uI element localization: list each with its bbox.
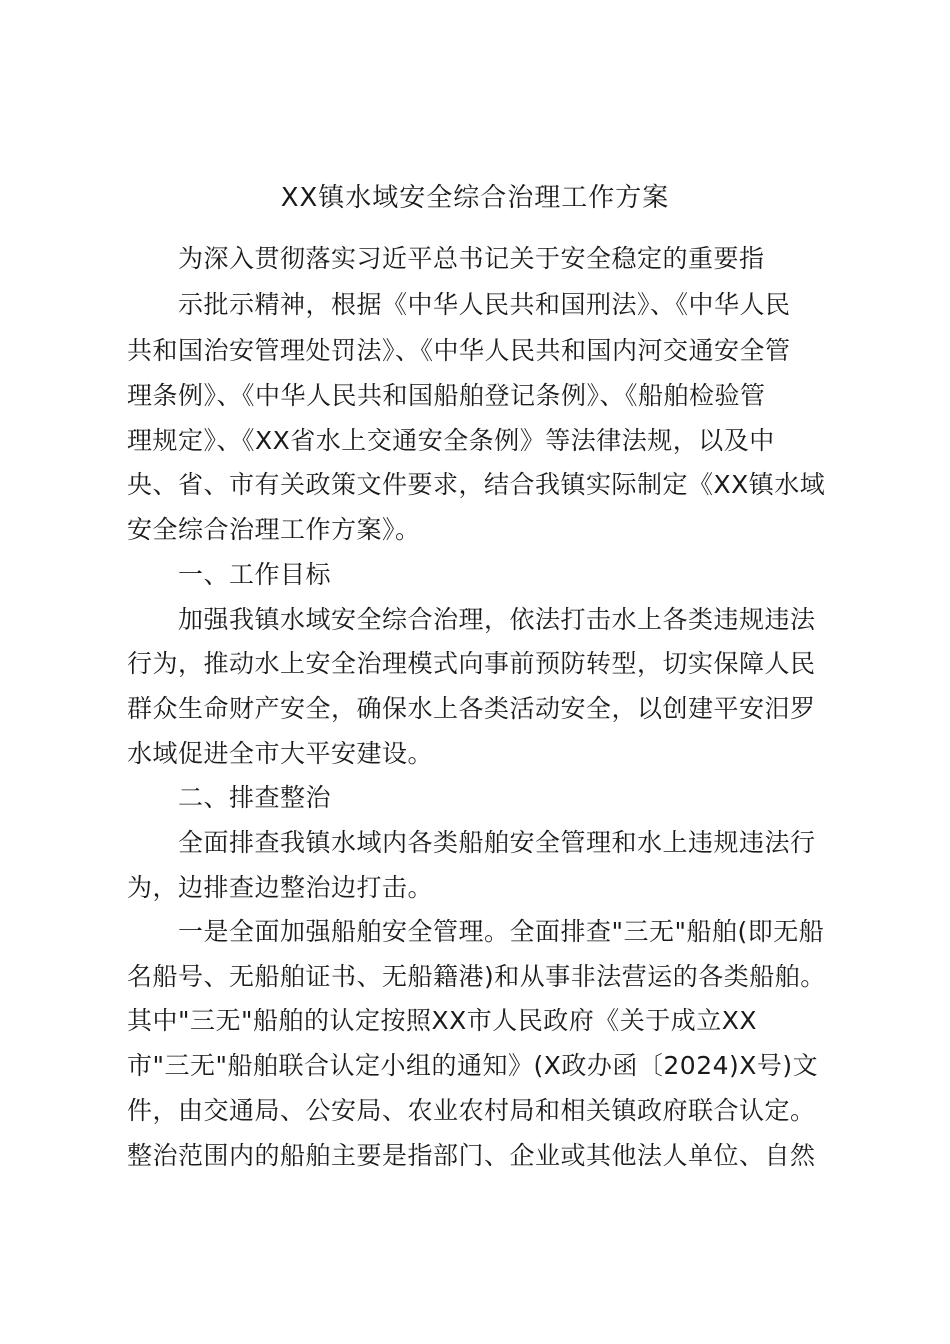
paragraph-line: 一是全面加强船舶安全管理。全面排查"三无"船舶(即无船 bbox=[178, 917, 825, 946]
paragraph-line: 群众生命财产安全，确保水上各类活动安全，以创建平安汨罗 bbox=[127, 694, 816, 723]
paragraph-line: 行为，推动水上安全治理模式向事前预防转型，切实保障人民 bbox=[127, 649, 816, 678]
paragraph-line: 安全综合治理工作方案》。 bbox=[127, 515, 421, 544]
paragraph-line: 为深入贯彻落实习近平总书记关于安全稳定的重要指 bbox=[178, 244, 765, 273]
paragraph-line: 其中"三无"船舶的认定按照XX市人民政府《关于成立XX bbox=[127, 1006, 758, 1035]
document-title: XX镇水域安全综合治理工作方案 bbox=[280, 183, 670, 213]
paragraph-line: 加强我镇水域安全综合治理，依法打击水上各类违规违法 bbox=[178, 605, 816, 634]
paragraph-line: 理规定》、《XX省水上交通安全条例》等法律法规，以及中 bbox=[127, 426, 775, 455]
paragraph-line: 央、省、市有关政策文件要求，结合我镇实际制定《XX镇水域 bbox=[127, 470, 826, 499]
paragraph-line: 理条例》、《中华人民共和国船舶登记条例》、《船舶检验管 bbox=[127, 381, 766, 410]
paragraph-line: 市"三无"船舶联合认定小组的通知》(X政办函〔2024)X号)文 bbox=[127, 1051, 819, 1080]
paragraph-line: 示批示精神，根据《中华人民共和国刑法》、《中华人民 bbox=[178, 290, 791, 319]
section-heading: 一、工作目标 bbox=[178, 560, 332, 589]
paragraph-line: 整治范围内的船舶主要是指部门、企业或其他法人单位、自然 bbox=[127, 1141, 816, 1170]
paragraph-line: 为，边排查边整治边打击。 bbox=[127, 873, 434, 902]
paragraph-line: 水域促进全市大平安建设。 bbox=[127, 739, 434, 768]
section-heading: 二、排查整治 bbox=[178, 783, 332, 812]
paragraph-line: 全面排查我镇水域内各类船舶安全管理和水上违规违法行 bbox=[178, 828, 816, 857]
paragraph-line: 件，由交通局、公安局、农业农村局和相关镇政府联合认定。 bbox=[127, 1096, 816, 1125]
paragraph-line: 共和国治安管理处罚法》、《中华人民共和国内河交通安全管 bbox=[127, 336, 791, 365]
paragraph-line: 名船号、无船舶证书、无船籍港)和从事非法营运的各类船舶。 bbox=[127, 962, 826, 991]
